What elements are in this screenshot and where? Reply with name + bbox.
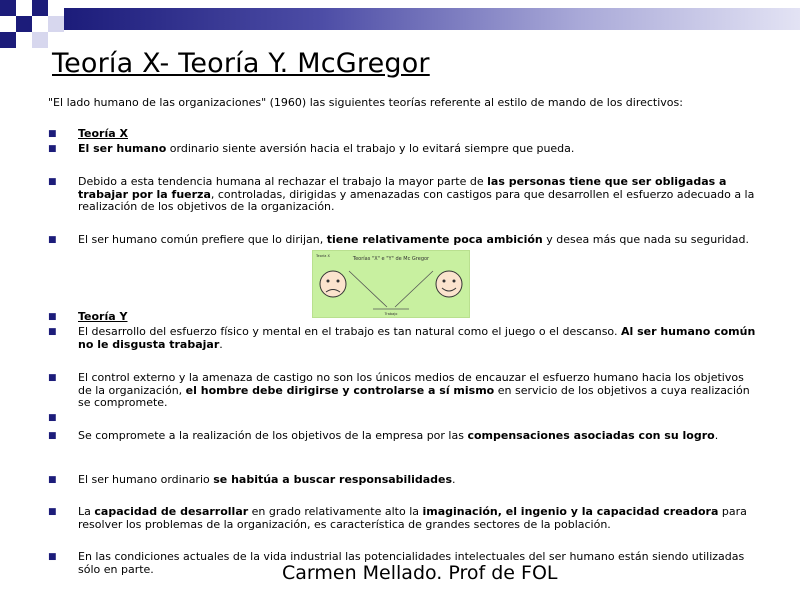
theory-x-heading: Teoría X bbox=[78, 127, 128, 140]
bullet-icon: ■ bbox=[48, 235, 57, 245]
bullet-icon: ■ bbox=[48, 431, 57, 441]
bullet-icon: ■ bbox=[48, 507, 57, 517]
bullet-icon: ■ bbox=[48, 552, 57, 562]
diagram-left-label: Teoría X bbox=[316, 254, 330, 258]
theory-y-item-6: En las condiciones actuales de la vida industrial las potencialidades intelectuales del ser humano están siendo utilizadas sólo en parte. bbox=[78, 550, 745, 576]
diagram-bottom-label: Trabajo bbox=[384, 312, 398, 316]
theory-x-item-2: Debido a esta tendencia humana al rechazar el trabajo la mayor parte de las personas tiene que ser obligadas a trabajar por la fuerza, controladas, dirigidas y amenazadas con castigos para que desarrollen el esfuerzo adecuado a la realización de los objetivos de la organización. bbox=[78, 175, 755, 213]
bullet-icon: ■ bbox=[48, 475, 57, 485]
sad-face-icon bbox=[320, 271, 346, 297]
theory-x-item-1: El ser humano ordinario siente aversión hacia el trabajo y lo evitará siempre que pueda. bbox=[78, 142, 575, 155]
theory-y-item-1: El desarrollo del esfuerzo físico y mental en el trabajo es tan natural como el juego o el descanso. Al ser humano común no le disgusta trabajar. bbox=[78, 325, 756, 351]
theory-diagram-image bbox=[312, 250, 470, 318]
bullet-icon: ■ bbox=[48, 144, 57, 154]
diagram-caption: Teorías "X" e "Y" de Mc Gregor bbox=[352, 256, 430, 262]
intro-text: "El lado humano de las organizaciones" (1960) las siguientes teorías referente al estilo de mando de los directivos: bbox=[48, 96, 683, 109]
bullet-icon: ■ bbox=[48, 373, 57, 383]
bullet-icon: ■ bbox=[48, 312, 57, 322]
theory-y-heading: Teoría Y bbox=[78, 310, 128, 323]
bullet-icon: ■ bbox=[48, 177, 57, 187]
header-gradient-bar bbox=[64, 8, 800, 30]
slide-title: Teoría X- Teoría Y. McGregor bbox=[52, 48, 430, 79]
bullet-icon: ■ bbox=[48, 129, 57, 139]
corner-checker-decoration bbox=[0, 0, 64, 48]
theory-y-item-2: El control externo y la amenaza de castigo no son los únicos medios de encauzar el esfuerzo humano hacia los objetivos de la organización, el hombre debe dirigirse y controlarse a sí mismo en servicio de los objetivos a cuya realización se compromete. bbox=[78, 371, 750, 409]
theory-y-item-5: La capacidad de desarrollar en grado relativamente alto la imaginación, el ingenio y la capacidad creadora para resolver los problemas de la organización, es característica de grandes sectores de la población. bbox=[78, 505, 747, 531]
theory-x-item-3: El ser humano común prefiere que lo dirijan, tiene relativamente poca ambición y desea más que nada su seguridad. bbox=[78, 233, 749, 246]
theory-y-item-3: Se compromete a la realización de los objetivos de la empresa por las compensaciones asociadas con su logro. bbox=[78, 429, 719, 442]
bullet-icon: ■ bbox=[48, 413, 57, 423]
footer-author: Carmen Mellado. Prof de FOL bbox=[282, 562, 558, 584]
theory-y-item-4: El ser humano ordinario se habitúa a buscar responsabilidades. bbox=[78, 473, 456, 486]
bullet-icon: ■ bbox=[48, 327, 57, 337]
happy-face-icon bbox=[436, 271, 462, 297]
